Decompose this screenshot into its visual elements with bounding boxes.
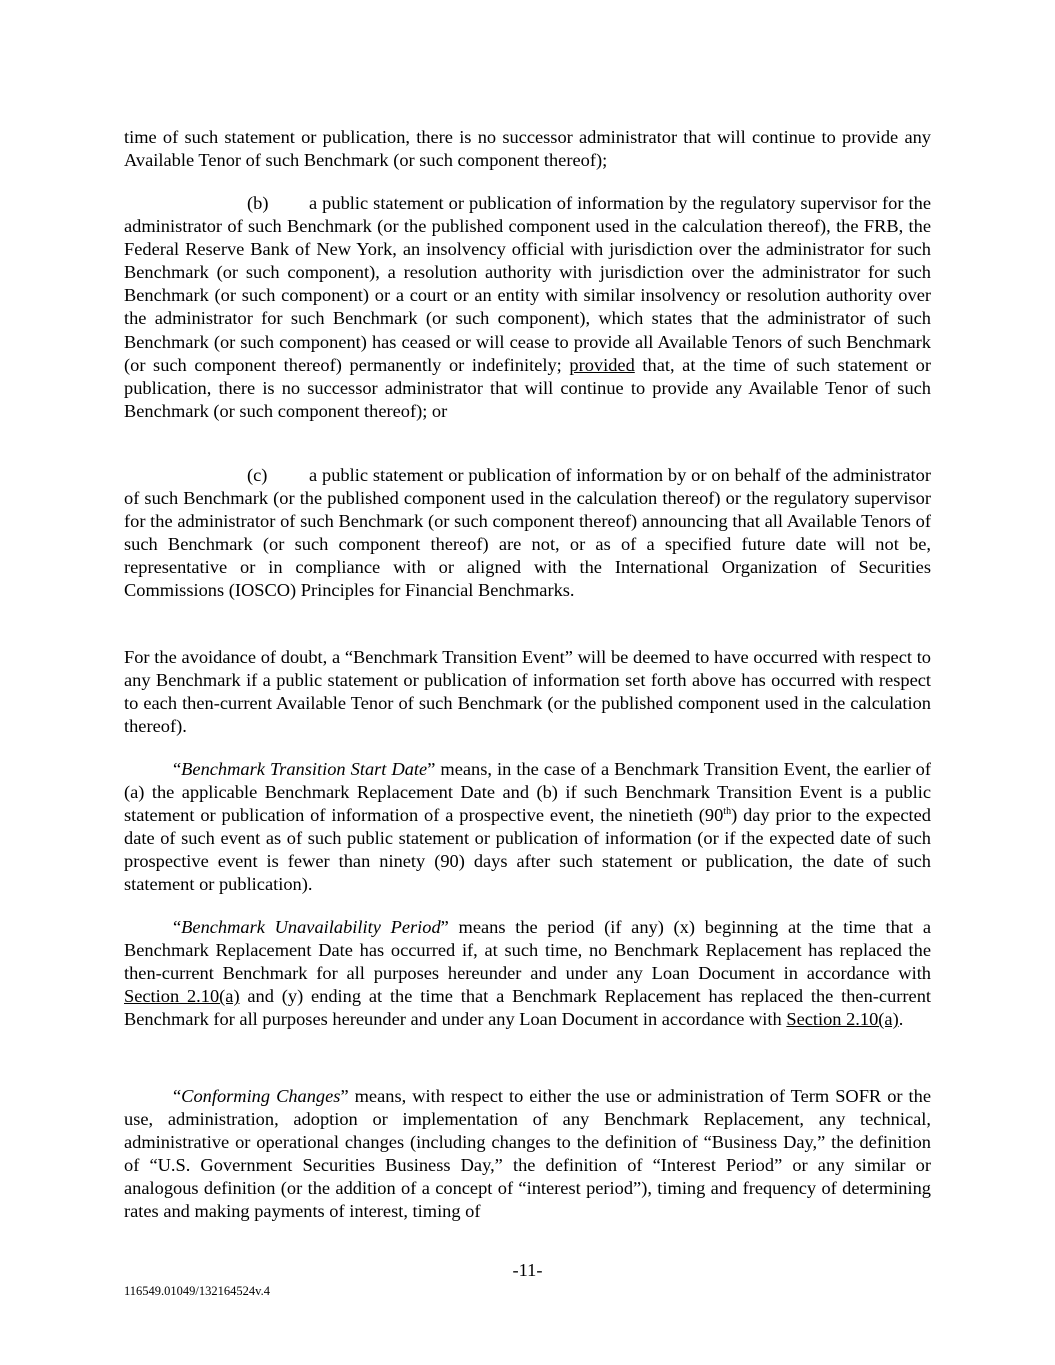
definition-benchmark-transition-start-date — [124, 758, 931, 897]
paragraph-clause-b — [124, 192, 931, 423]
definition-text-c: . — [898, 1009, 904, 1030]
clause-label-c: (c) — [247, 465, 268, 485]
provided-term: provided — [569, 354, 635, 375]
defined-term: Conforming Changes — [181, 1086, 341, 1106]
definition-text: ” means, with respect to either the use or administration of Term SOFR or the use, administration, adoption or implementation of any Benchmark Replacement, any technical, administrative or operational changes (including changes to the definition of “Business Day,” the definition of “U.S. Government Securities Business Day,” the definition of “Interest Period” or any similar or analogous definition (or the addition of a concept of “interest period”), timing and frequency of determining rates and making payments of interest, timing of — [124, 1086, 931, 1222]
definition-text-b: and (y) ending at the time that a Benchmark Replacement has replaced the then-current Benchmark for all purposes hereunder and under any Loan Document in accordance with — [124, 986, 931, 1030]
open-quote: “ — [173, 1086, 182, 1106]
definition-text-a: ” means, in the case of a Benchmark Transition Event, the earlier of (a) the applicable Benchmark Replacement Date and (b) if such Benchmark Transition Event is a public statement or publication of information of a prospective event, the ninetieth (90 — [124, 759, 931, 826]
clause-b-text-b: that, at the time of such statement or publication, there is no successor administrator that will continue to provide any Available Tenor of such Benchmark (or such component thereof); or — [124, 354, 932, 421]
clause-b-text-a: a public statement or publication of information by the regulatory supervisor for the administrator of such Benchmark (or the published component used in the calculation thereof), the FRB, the Federal Reserve Bank of New York, an insolvency official with jurisdiction over the administrator for such Benchmark (or such component), a resolution authority with jurisdiction over the administrator for such Benchmark (or such component) or a court or an entity with similar insolvency or resolution authority over the administrator for such Benchmark (or such component), which states that the administrator of such Benchmark (or such component) has ceased or will cease to provide all Available Tenors of such Benchmark (or such component thereof) permanently or indefinitely; — [124, 193, 931, 375]
section-reference: Section 2.10(a) — [124, 986, 240, 1007]
definition-text-b: ) day prior to the expected date of such event as of such public statement or publication of information (or if the expected date of such prospective event is fewer than ninety (90) days after such statement or publication, the date of such statement or publication). — [124, 805, 931, 895]
page-number: -11- — [512, 1260, 543, 1280]
clause-c-text: a public statement or publication of information by or on behalf of the administrator of such Benchmark (or the published component used in the calculation thereof) or the regulatory supervisor for the administrator of such Benchmark (or such component thereof) announcing that all Available Tenors of such Benchmark (or such component thereof) are not, or as of a specified future date will not be, representative or in compliance with or aligned with the International Organization of Securities Commissions (IOSCO) Principles for Financial Benchmarks. — [124, 465, 931, 601]
ordinal-superscript: th — [723, 806, 732, 818]
clause-label-b: (b) — [247, 193, 269, 213]
defined-term: Benchmark Unavailability Period — [181, 917, 441, 937]
paragraph-continuation: time of such statement or publication, there is no successor administrator that will continue to provide any Available Tenor of such Benchmark (or such component thereof); — [124, 127, 931, 171]
open-quote: “ — [173, 917, 182, 937]
paragraph-clause-c — [124, 464, 931, 603]
definition-benchmark-unavailability-period — [124, 916, 931, 1031]
defined-term: Benchmark Transition Start Date — [181, 759, 428, 779]
section-reference: Section 2.10(a) — [786, 1009, 899, 1030]
definition-conforming-changes — [124, 1085, 931, 1224]
paragraph-avoidance-of-doubt: For the avoidance of doubt, a “Benchmark Transition Event” will be deemed to have occurred with respect to any Benchmark if a public statement or publication of information set forth above has occurred with respect to each then-current Available Tenor of such Benchmark (or the published component used in the calculation thereof). — [124, 647, 931, 737]
document-id: 116549.01049/132164524v.4 — [124, 1284, 270, 1298]
open-quote: “ — [173, 759, 182, 779]
definition-text-a: ” means the period (if any) (x) beginning at the time that a Benchmark Replacement Date has occurred if, at such time, no Benchmark Replacement has replaced the then-current Benchmark for all purposes hereunder and under any Loan Document in accordance with — [124, 917, 931, 984]
